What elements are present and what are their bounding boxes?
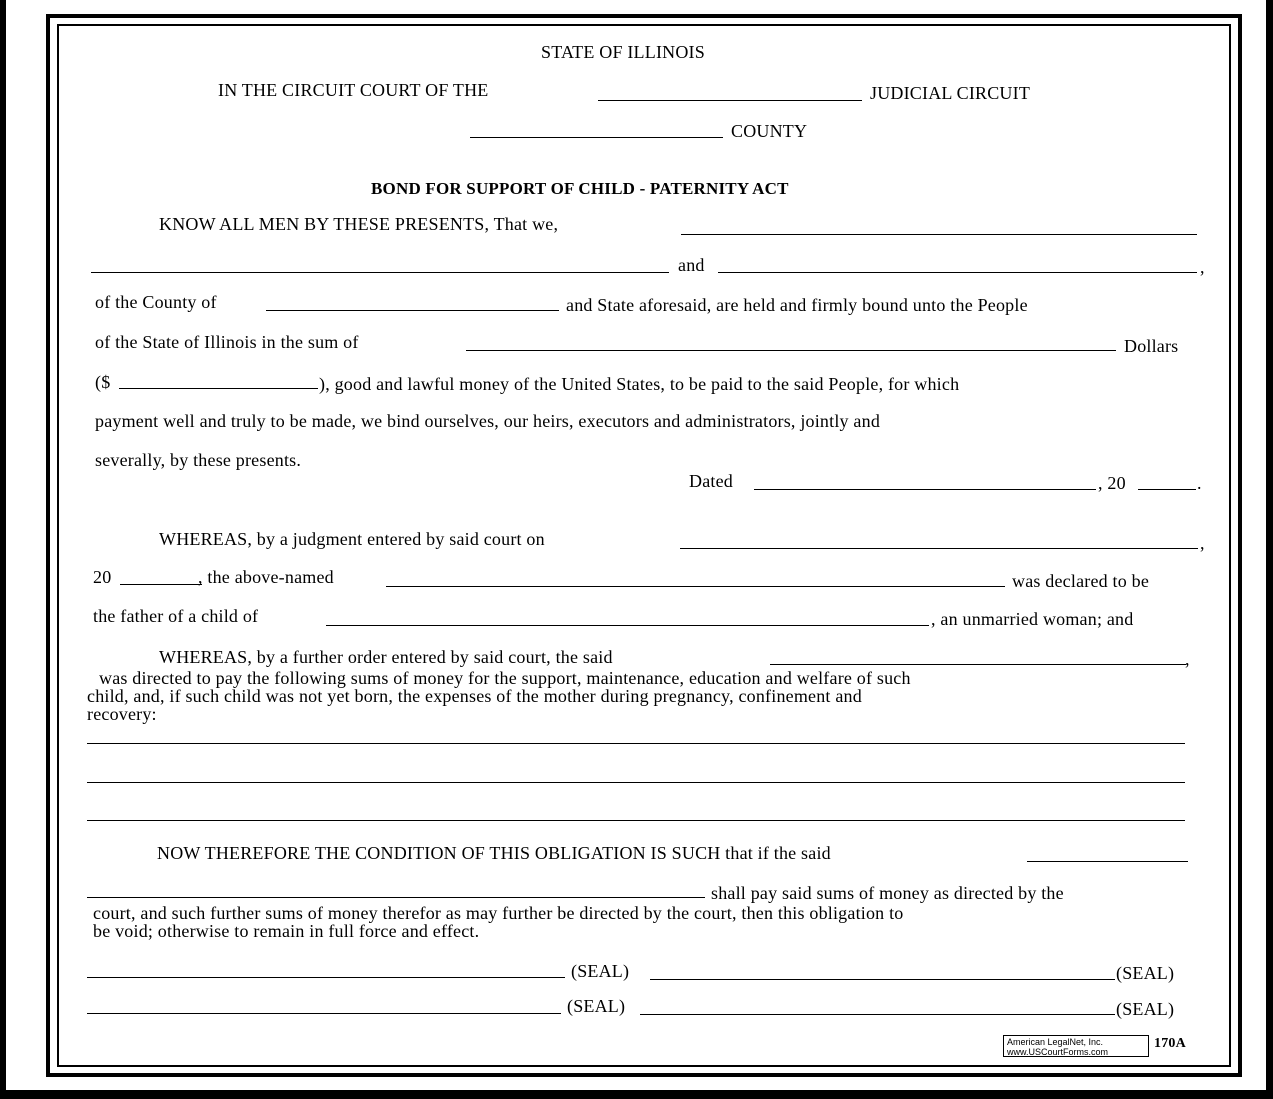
dated-label: Dated — [689, 471, 733, 491]
obligor-1-field[interactable] — [681, 234, 1197, 235]
condition-line-2: be void; otherwise to remain in full force and effect. — [93, 921, 480, 941]
judgment-date-field[interactable] — [680, 548, 1198, 549]
shall-pay-text: shall pay said sums of money as directed by the — [711, 883, 1064, 903]
payment-text: payment well and truly to be made, we bind ourselves, our heirs, executors and administrators, jointly and — [95, 411, 881, 431]
now-therefore-text: NOW THEREFORE THE CONDITION OF THIS OBLIGATION IS SUCH that if the said — [157, 843, 831, 863]
condition-party-field-2[interactable] — [87, 897, 705, 898]
scan-border-bottom — [0, 1090, 1273, 1099]
and-text: and — [678, 255, 705, 275]
seal-label-1: (SEAL) — [571, 961, 630, 981]
comma: , — [1185, 649, 1190, 669]
directed-line-1: was directed to pay the following sums of money for the support, maintenance, education and welfare of such — [99, 668, 911, 688]
obligor-2-field[interactable] — [91, 272, 669, 273]
condition-line-1: court, and such further sums of money therefor as may further be directed by the court, then this obligation to — [93, 903, 904, 923]
circuit-number-field[interactable] — [598, 100, 862, 101]
comma: , — [1200, 533, 1205, 553]
said-party-field[interactable] — [770, 664, 1186, 665]
sums-line-2-field[interactable] — [87, 782, 1185, 783]
unmarried-text: , an unmarried woman; and — [931, 609, 1134, 629]
signature-field-4[interactable] — [640, 1014, 1115, 1015]
year-prefix: , 20 — [1098, 473, 1126, 493]
judgment-text: WHEREAS, by a judgment entered by said court on — [159, 529, 545, 549]
publisher-name: American LegalNet, Inc. — [1007, 1037, 1104, 1047]
lawful-money-text: ), good and lawful money of the United States, to be paid to the said People, for which — [319, 374, 960, 394]
state-aforesaid-text: and State aforesaid, are held and firmly bound unto the People — [566, 295, 1028, 315]
directed-line-2: child, and, if such child was not yet born, the expenses of the mother during pregnancy, confinement and — [87, 686, 862, 706]
above-named-text: , the above-named — [198, 567, 334, 587]
county-name-field[interactable] — [470, 137, 723, 138]
scan-border-right — [1266, 0, 1273, 1099]
seal-label-4: (SEAL) — [1116, 999, 1175, 1019]
state-heading: STATE OF ILLINOIS — [541, 42, 705, 62]
county-label: COUNTY — [731, 121, 808, 141]
dollar-open: ($ — [95, 372, 111, 392]
sums-line-3-field[interactable] — [87, 820, 1185, 821]
obligor-county-field[interactable] — [266, 310, 559, 311]
father-name-field[interactable] — [386, 586, 1005, 587]
form-number: 170A — [1154, 1036, 1186, 1051]
publisher-stamp — [1003, 1035, 1149, 1057]
signature-field-3[interactable] — [87, 1013, 561, 1014]
county-of-text: of the County of — [95, 292, 217, 312]
scan-border-left — [0, 0, 6, 1099]
sum-words-field[interactable] — [466, 350, 1116, 351]
court-suffix: JUDICIAL CIRCUIT — [870, 83, 1031, 103]
mother-name-field[interactable] — [326, 625, 929, 626]
obligor-3-field[interactable] — [718, 272, 1197, 273]
comma: , — [1200, 257, 1205, 277]
know-all-text: KNOW ALL MEN BY THESE PRESENTS, That we, — [159, 214, 559, 234]
dated-year-field[interactable] — [1138, 489, 1196, 490]
judgment-year-field[interactable] — [120, 584, 202, 585]
directed-line-3: recovery: — [87, 704, 157, 724]
dated-field[interactable] — [754, 489, 1096, 490]
condition-party-field-1[interactable] — [1027, 861, 1188, 862]
dollars-text: Dollars — [1124, 336, 1179, 356]
signature-field-1[interactable] — [87, 977, 565, 978]
period: . — [1197, 473, 1202, 493]
seal-label-3: (SEAL) — [567, 996, 626, 1016]
year-prefix: 20 — [93, 567, 112, 587]
court-prefix: IN THE CIRCUIT COURT OF THE — [218, 80, 489, 100]
sum-amount-field[interactable] — [119, 388, 318, 389]
publisher-website: www.USCourtForms.com — [1007, 1047, 1109, 1057]
signature-field-2[interactable] — [650, 979, 1115, 980]
sums-line-1-field[interactable] — [87, 743, 1185, 744]
declared-text: was declared to be — [1012, 571, 1150, 591]
further-order-text: WHEREAS, by a further order entered by said court, the said — [159, 647, 613, 667]
father-of-text: the father of a child of — [93, 606, 259, 626]
severally-text: severally, by these presents. — [95, 450, 302, 470]
seal-label-2: (SEAL) — [1116, 963, 1175, 983]
document-title: BOND FOR SUPPORT OF CHILD - PATERNITY ACT — [371, 179, 789, 198]
sum-of-text: of the State of Illinois in the sum of — [95, 332, 359, 352]
